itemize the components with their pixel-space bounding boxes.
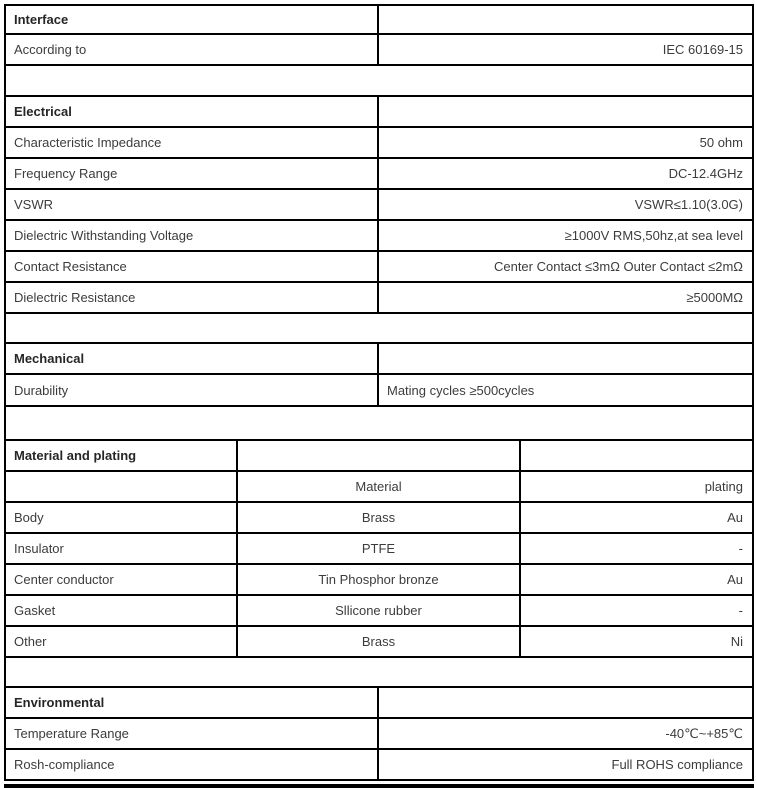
row-label: Frequency Range bbox=[6, 159, 379, 188]
row-plating: - bbox=[738, 541, 743, 556]
row-material: Brass bbox=[238, 627, 521, 656]
row-label: Durability bbox=[6, 375, 379, 405]
spec-table bbox=[4, 4, 754, 781]
empty-cell bbox=[379, 688, 752, 717]
row-material: Sllicone rubber bbox=[238, 596, 521, 625]
row-value: IEC 60169-15 bbox=[662, 42, 743, 57]
row-value: Center Contact ≤3mΩ Outer Contact ≤2mΩ bbox=[493, 259, 743, 274]
empty-cell bbox=[379, 97, 752, 126]
row-label: Characteristic Impedance bbox=[6, 128, 379, 157]
row-label: Dielectric Resistance bbox=[6, 283, 379, 312]
section-header-row-material bbox=[6, 441, 752, 472]
row-value: VSWR≤1.10(3.0G) bbox=[634, 197, 743, 212]
column-header-material: Material bbox=[238, 472, 521, 501]
section-title-interface: Interface bbox=[6, 6, 379, 33]
spacer-row bbox=[6, 407, 752, 441]
table-row bbox=[6, 159, 752, 190]
row-material: PTFE bbox=[238, 534, 521, 563]
table-row bbox=[6, 252, 752, 283]
row-label: Insulator bbox=[6, 534, 238, 563]
row-value: Mating cycles ≥500cycles bbox=[387, 382, 535, 398]
row-material: Tin Phosphor bronze bbox=[238, 565, 521, 594]
row-label: Body bbox=[6, 503, 238, 532]
section-header-row-environmental bbox=[6, 688, 752, 719]
table-row bbox=[6, 750, 752, 779]
empty-cell bbox=[379, 6, 752, 33]
column-header-plating: plating bbox=[704, 479, 743, 494]
row-label: Other bbox=[6, 627, 238, 656]
table-row bbox=[6, 283, 752, 314]
table-row bbox=[6, 503, 752, 534]
row-label: Contact Resistance bbox=[6, 252, 379, 281]
section-header-row-mechanical bbox=[6, 344, 752, 375]
row-value: DC-12.4GHz bbox=[668, 166, 743, 181]
row-label: Rosh-compliance bbox=[6, 750, 379, 779]
section-header-row-interface bbox=[6, 6, 752, 35]
row-value: ≥1000V RMS,50hz,at sea level bbox=[564, 228, 743, 243]
row-material: Brass bbox=[238, 503, 521, 532]
table-row bbox=[6, 35, 752, 66]
spacer-row bbox=[6, 66, 752, 97]
section-title-mechanical: Mechanical bbox=[6, 344, 379, 373]
spacer-row bbox=[6, 314, 752, 344]
table-row bbox=[6, 190, 752, 221]
spacer-row bbox=[6, 658, 752, 688]
empty-cell bbox=[238, 441, 521, 470]
empty-cell bbox=[6, 472, 238, 501]
row-label: Gasket bbox=[6, 596, 238, 625]
section-title-environmental: Environmental bbox=[6, 688, 379, 717]
row-plating: - bbox=[738, 603, 743, 618]
row-label: Center conductor bbox=[6, 565, 238, 594]
row-plating: Au bbox=[727, 510, 743, 525]
row-label: VSWR bbox=[6, 190, 379, 219]
table-row bbox=[6, 534, 752, 565]
row-value: 50 ohm bbox=[699, 135, 743, 150]
row-label: Dielectric Withstanding Voltage bbox=[6, 221, 379, 250]
row-label: According to bbox=[6, 35, 379, 64]
section-title-electrical: Electrical bbox=[6, 97, 379, 126]
row-value: Full ROHS compliance bbox=[611, 757, 743, 772]
empty-cell bbox=[521, 441, 752, 470]
empty-cell bbox=[379, 344, 752, 373]
section-title-material: Material and plating bbox=[6, 441, 238, 470]
table-row bbox=[6, 627, 752, 658]
row-label: Temperature Range bbox=[6, 719, 379, 748]
row-plating: Au bbox=[727, 572, 743, 587]
row-plating: Ni bbox=[730, 634, 743, 649]
table-row bbox=[6, 596, 752, 627]
section-header-row-electrical bbox=[6, 97, 752, 128]
table-row bbox=[6, 375, 752, 407]
row-value: -40℃~+85℃ bbox=[665, 725, 743, 741]
table-row bbox=[6, 719, 752, 750]
row-value: ≥5000MΩ bbox=[686, 290, 743, 305]
table-row bbox=[6, 128, 752, 159]
bottom-border-bar bbox=[4, 784, 754, 788]
table-row bbox=[6, 565, 752, 596]
table-row bbox=[6, 221, 752, 252]
column-header-row bbox=[6, 472, 752, 503]
